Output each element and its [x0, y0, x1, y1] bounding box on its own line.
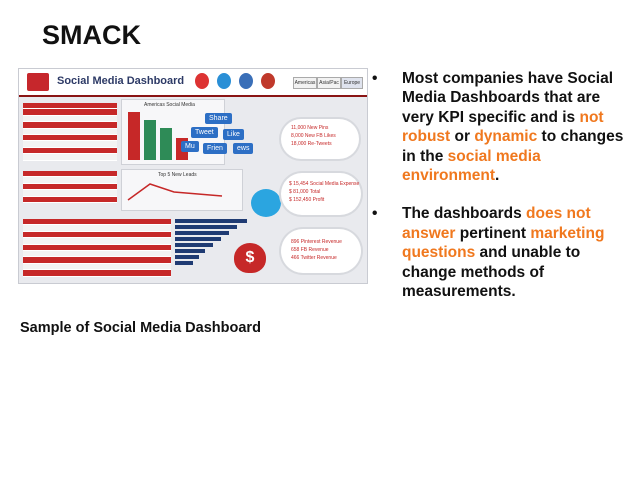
- expense-text: $ 15,454 Social Media Expense: [289, 181, 360, 187]
- bullet-text: The dashboards: [402, 205, 527, 223]
- bullet-text: and unable to change methods of measurements.: [402, 244, 581, 301]
- twitter-bird-icon: [251, 189, 281, 217]
- bullet-dot: •: [372, 70, 378, 87]
- bullet-item: [372, 204, 634, 301]
- dashboard-image: [18, 68, 368, 284]
- dashboard-header: [19, 69, 367, 97]
- country-table: [23, 103, 117, 161]
- kpi-text: 18,000 Re-Tweets: [291, 141, 332, 147]
- bullet-text: or: [450, 128, 475, 146]
- bullet-text: to changes in the: [402, 128, 624, 165]
- bird-icon: [261, 73, 275, 89]
- bird-icon: [217, 73, 231, 89]
- revenue-text: 466 Twitter Revenue: [291, 255, 337, 261]
- region-button-europe[interactable]: Europe: [341, 77, 363, 89]
- word-sign: Frien: [203, 143, 227, 154]
- expense-text: $ 152,450 Profit: [289, 197, 325, 203]
- region-button-asiapac[interactable]: Asia/Pac: [317, 77, 341, 89]
- slide-title: SMACK: [42, 20, 141, 50]
- americas-chart-title: Americas Social Media: [144, 102, 195, 108]
- dashboard-logo: [27, 73, 49, 91]
- bullet-text: Most companies have Social Media Dashboards that are very KPI specific and is: [402, 70, 614, 126]
- highlight-text: does not answer: [402, 205, 591, 242]
- chart-bar: [160, 128, 172, 160]
- highlight-text: dynamic: [474, 128, 538, 146]
- dashboard-caption: Sample of Social Media Dashboard: [20, 320, 261, 336]
- bullet-text: pertinent: [455, 224, 531, 242]
- dashboard-title: Social Media Dashboard: [57, 75, 185, 87]
- bullet-text: .: [495, 167, 500, 185]
- kpi-text: 11,000 New Pins: [291, 125, 329, 131]
- expense-text: $ 81,000 Total: [289, 189, 321, 195]
- bird-icon: [239, 73, 253, 89]
- word-sign: Tweet: [191, 127, 218, 138]
- money-bag-icon: $: [234, 243, 266, 273]
- bird-icon: [195, 73, 209, 89]
- highlight-text: marketing questions: [402, 224, 605, 262]
- leads-title: Top 5 New Leads: [158, 172, 197, 178]
- kpi-text: 8,000 New FB Likes: [291, 133, 336, 139]
- bullet-list: [372, 69, 634, 320]
- leads-table: [23, 171, 117, 203]
- word-sign: Mu: [181, 141, 199, 152]
- region-button-americas[interactable]: Americas: [293, 77, 317, 89]
- word-sign: Like: [223, 129, 244, 140]
- revenue-text: 896 Pinterest Revenue: [291, 239, 342, 245]
- word-sign: Share: [205, 113, 232, 124]
- revenue-table: [23, 219, 171, 277]
- bullet-item: [372, 69, 634, 185]
- chart-bar: [144, 120, 156, 160]
- highlight-text: social media environment: [402, 147, 541, 185]
- chart-bar: [128, 112, 140, 160]
- revenue-text: 658 FB Revenue: [291, 247, 329, 253]
- highlight-text: not robust: [402, 108, 604, 146]
- bullet-dot: •: [372, 205, 378, 223]
- leads-line: [122, 174, 242, 210]
- word-sign: ews: [233, 143, 253, 154]
- leads-panel: [121, 169, 243, 211]
